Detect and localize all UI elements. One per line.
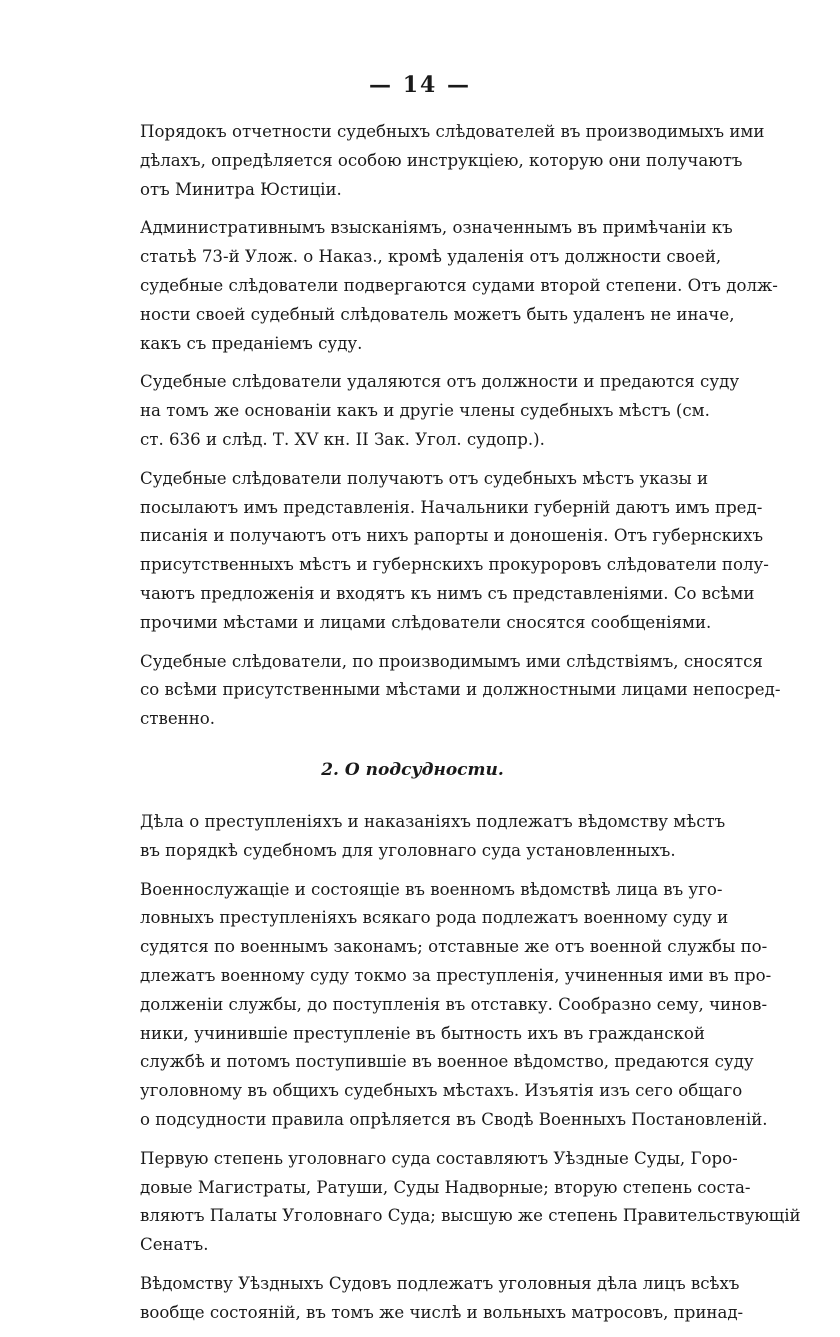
paragraph	[140, 118, 765, 204]
text-line: въ порядкѣ судебномъ для уголовнаго суда установленныхъ.	[140, 840, 676, 860]
paragraph	[140, 808, 726, 866]
text-line: вообще состояній, въ томъ же числѣ и вольныхъ матросовъ, принад-	[140, 1302, 744, 1322]
text-line: Вѣдомству Уѣздныхъ Судовъ подлежатъ уголовныя дѣла лицъ всѣхъ	[140, 1273, 740, 1293]
paragraph-group-section	[140, 808, 801, 1328]
paragraph	[140, 214, 778, 358]
text-line: писанія и получаютъ отъ нихъ рапорты и доношенія. Отъ губернскихъ	[140, 526, 764, 546]
text-line: о подсудности правила опрѣляется въ Сводѣ Военныхъ Постановленій.	[140, 1109, 768, 1129]
text-line: дѣлахъ, опредѣляется особою инструкціею, которую они получаютъ	[140, 150, 743, 170]
text-line: прочими мѣстами и лицами слѣдователи сносятся сообщеніями.	[140, 612, 712, 632]
text-line: судебные слѣдователи подвергаются судами второй степени. Отъ долж-	[140, 275, 778, 295]
text-line: ловныхъ преступленіяхъ всякаго рода подлежатъ военному суду и	[140, 908, 729, 928]
paragraph	[140, 648, 781, 734]
text-line: Дѣла о преступленіяхъ и наказаніяхъ подлежатъ вѣдомству мѣстъ	[140, 811, 726, 831]
text-line: довые Магистраты, Ратуши, Суды Надворные; вторую степень соста-	[140, 1177, 751, 1197]
text-line: Административнымъ взысканіямъ, означеннымъ въ примѣчаніи къ	[140, 218, 733, 238]
section-heading: 2. О подсудности.	[321, 759, 504, 780]
text-line: ности своей судебный слѣдователь можетъ быть удаленъ не иначе,	[140, 304, 735, 324]
text-line: Судебные слѣдователи, по производимымъ ими слѣдствіямъ, сносятся	[140, 651, 763, 671]
text-line: службѣ и потомъ поступившіе въ военное вѣдомство, предаются суду	[140, 1052, 754, 1072]
text-line: присутственныхъ мѣстъ и губернскихъ прокуроровъ слѣдователи полу-	[140, 555, 769, 575]
paragraph	[140, 876, 772, 1135]
text-line: со всѣми присутственными мѣстами и должностными лицами непосред-	[140, 680, 781, 700]
text-line: длежатъ военному суду токмо за преступленія, учиненныя ими въ про-	[140, 965, 772, 985]
text-line: вляютъ Палаты Уголовнаго Суда; высшую же степень Правительствующій	[140, 1206, 801, 1226]
text-line: Судебные слѣдователи получаютъ отъ судебныхъ мѣстъ указы и	[140, 468, 709, 488]
text-line: на томъ же основаніи какъ и другіе члены судебныхъ мѣстъ (см.	[140, 401, 710, 421]
text-line: Судебные слѣдователи удаляются отъ должности и предаются суду	[140, 372, 740, 392]
text-line: ственно.	[140, 709, 216, 729]
paragraph-group-intro	[140, 118, 781, 734]
text-line: уголовному въ общихъ судебныхъ мѣстахъ. Изъятія изъ сего общаго	[140, 1081, 743, 1101]
text-line: долженіи службы, до поступленія въ отставку. Сообразно сему, чинов-	[140, 994, 768, 1014]
body-text	[140, 118, 801, 1337]
text-line: Военнослужащіе и состоящіе въ военномъ вѣдомствѣ лица въ уго-	[140, 879, 723, 899]
text-line: чаютъ предложенія и входятъ къ нимъ съ представленіями. Со всѣми	[140, 583, 755, 603]
text-line: ники, учинившіе преступленіе въ бытность ихъ въ гражданской	[140, 1023, 705, 1043]
text-line: отъ Минитра Юстиціи.	[140, 179, 342, 199]
text-line: Порядокъ отчетности судебныхъ слѣдователей въ производимыхъ ими	[140, 122, 765, 141]
text-line: Первую степень уголовнаго суда составляютъ Уѣздные Суды, Горо-	[140, 1148, 738, 1168]
text-line: ст. 636 и слѣд. Т. XV кн. II Зак. Угол. судопр.).	[140, 429, 545, 449]
paragraph	[140, 465, 769, 638]
text-line: какъ съ преданіемъ суду.	[140, 333, 363, 353]
paragraph	[140, 1270, 744, 1328]
text-line: статьѣ 73-й Улож. о Наказ., кромѣ удаленія отъ должности своей,	[140, 247, 722, 267]
text-line: судятся по военнымъ законамъ; отставные же отъ военной службы по-	[140, 937, 768, 957]
paragraph	[140, 1145, 801, 1260]
paragraph	[140, 368, 740, 454]
text-line: посылаютъ имъ представленія. Начальники губерній даютъ имъ пред-	[140, 497, 763, 517]
text-line: Сенатъ.	[140, 1235, 209, 1255]
page-number: — 14 —	[369, 72, 471, 98]
